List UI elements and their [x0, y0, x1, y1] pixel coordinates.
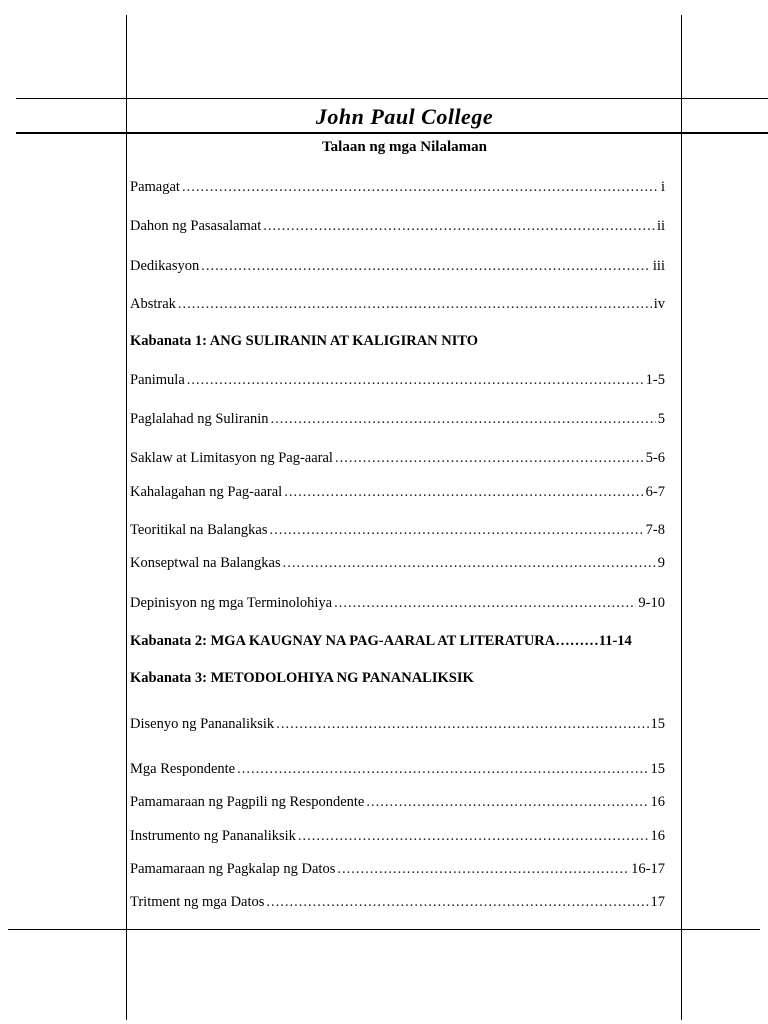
leader-dots [337, 860, 629, 878]
chapter2-entry[interactable] [130, 632, 665, 650]
entry-label: Panimula [130, 372, 185, 388]
entry-label: Disenyo ng Pananaliksik [130, 716, 275, 732]
top-thin-rule [16, 98, 768, 99]
entry-page: 9 [657, 555, 665, 571]
toc-entry[interactable] [130, 860, 665, 878]
entry-label: Konseptwal na Balangkas [130, 555, 281, 571]
entry-label: Mga Respondente [130, 761, 236, 777]
entry-label: Depinisyon ng mga Terminolohiya [130, 595, 333, 611]
toc-entry[interactable] [130, 410, 665, 428]
entry-page: 15 [650, 761, 665, 777]
entry-page: 7-8 [645, 522, 665, 538]
toc-entry[interactable] [130, 793, 665, 811]
toc-entry[interactable] [130, 257, 665, 275]
toc-entry[interactable] [130, 594, 665, 612]
chapter1-heading[interactable]: Kabanata 1: ANG SULIRANIN AT KALIGIRAN NITO [130, 333, 479, 349]
chapter3-heading[interactable]: Kabanata 3: METODOLOHIYA NG PANANALIKSIK [130, 670, 474, 686]
entry-label: Pamagat [130, 179, 180, 195]
toc-entry[interactable] [130, 483, 665, 501]
leader-dots [284, 483, 643, 501]
toc-entry[interactable] [130, 893, 665, 911]
entry-page: 5-6 [645, 450, 665, 466]
leader-dots [298, 827, 649, 845]
entry-label: Abstrak [130, 296, 176, 312]
leader-dots [335, 449, 644, 467]
entry-label: Teoritikal na Balangkas [130, 522, 268, 538]
entry-label: Pamamaraan ng Pagkalap ng Datos [130, 861, 336, 877]
leader-dots [366, 793, 648, 811]
toc-entry[interactable] [130, 554, 665, 572]
chapter2-heading: Kabanata 2: MGA KAUGNAY NA PAG-AARAL AT LITERATURA……… [130, 633, 599, 649]
entry-label: Paglalahad ng Suliranin [130, 411, 269, 427]
entry-page: iii [652, 258, 665, 274]
entry-page: ii [656, 218, 665, 234]
entry-label: Tritment ng mga Datos [130, 894, 265, 910]
leader-dots [270, 521, 644, 539]
entry-page: i [660, 179, 665, 195]
toc-entry[interactable] [130, 827, 665, 845]
entry-label: Saklaw at Limitasyon ng Pag-aaral [130, 450, 333, 466]
toc-entry[interactable] [130, 760, 665, 778]
right-margin-rule [681, 15, 682, 1020]
leader-dots [187, 371, 644, 389]
leader-dots [334, 594, 636, 612]
toc-title: Talaan ng mga Nilalaman [322, 139, 487, 155]
toc-entry[interactable] [130, 521, 665, 539]
bottom-rule [8, 929, 760, 930]
entry-page: 1-5 [645, 372, 665, 388]
toc-entry[interactable] [130, 295, 665, 313]
leader-dots [201, 257, 651, 275]
entry-page: iv [653, 296, 665, 312]
leader-dots [276, 715, 648, 733]
top-thick-rule [16, 132, 768, 134]
leader-dots [182, 178, 659, 196]
entry-page: 15 [650, 716, 665, 732]
entry-label: Dedikasyon [130, 258, 200, 274]
entry-page: 16 [650, 794, 665, 810]
toc-entry[interactable] [130, 715, 665, 733]
left-margin-rule [126, 15, 127, 1020]
entry-label: Pamamaraan ng Pagpili ng Respondente [130, 794, 365, 810]
toc-entry[interactable] [130, 178, 665, 196]
leader-dots [178, 295, 652, 313]
entry-page: 6-7 [645, 484, 665, 500]
entry-label: Dahon ng Pasasalamat [130, 218, 262, 234]
leader-dots [283, 554, 656, 572]
entry-page: 9-10 [638, 595, 665, 611]
entry-label: Instrumento ng Pananaliksik [130, 828, 296, 844]
toc-entry[interactable] [130, 449, 665, 467]
entry-page: 17 [650, 894, 665, 910]
college-name: John Paul College [315, 104, 494, 129]
leader-dots [271, 410, 656, 428]
leader-dots [237, 760, 648, 778]
entry-label: Kahalagahan ng Pag-aaral [130, 484, 283, 500]
entry-page: 5 [657, 411, 665, 427]
entry-page: 16 [650, 828, 665, 844]
entry-page: 11-14 [598, 633, 632, 649]
entry-page: 16-17 [631, 861, 665, 877]
toc-entry[interactable] [130, 371, 665, 389]
leader-dots [266, 893, 648, 911]
toc-entry[interactable] [130, 217, 665, 235]
leader-dots [263, 217, 655, 235]
